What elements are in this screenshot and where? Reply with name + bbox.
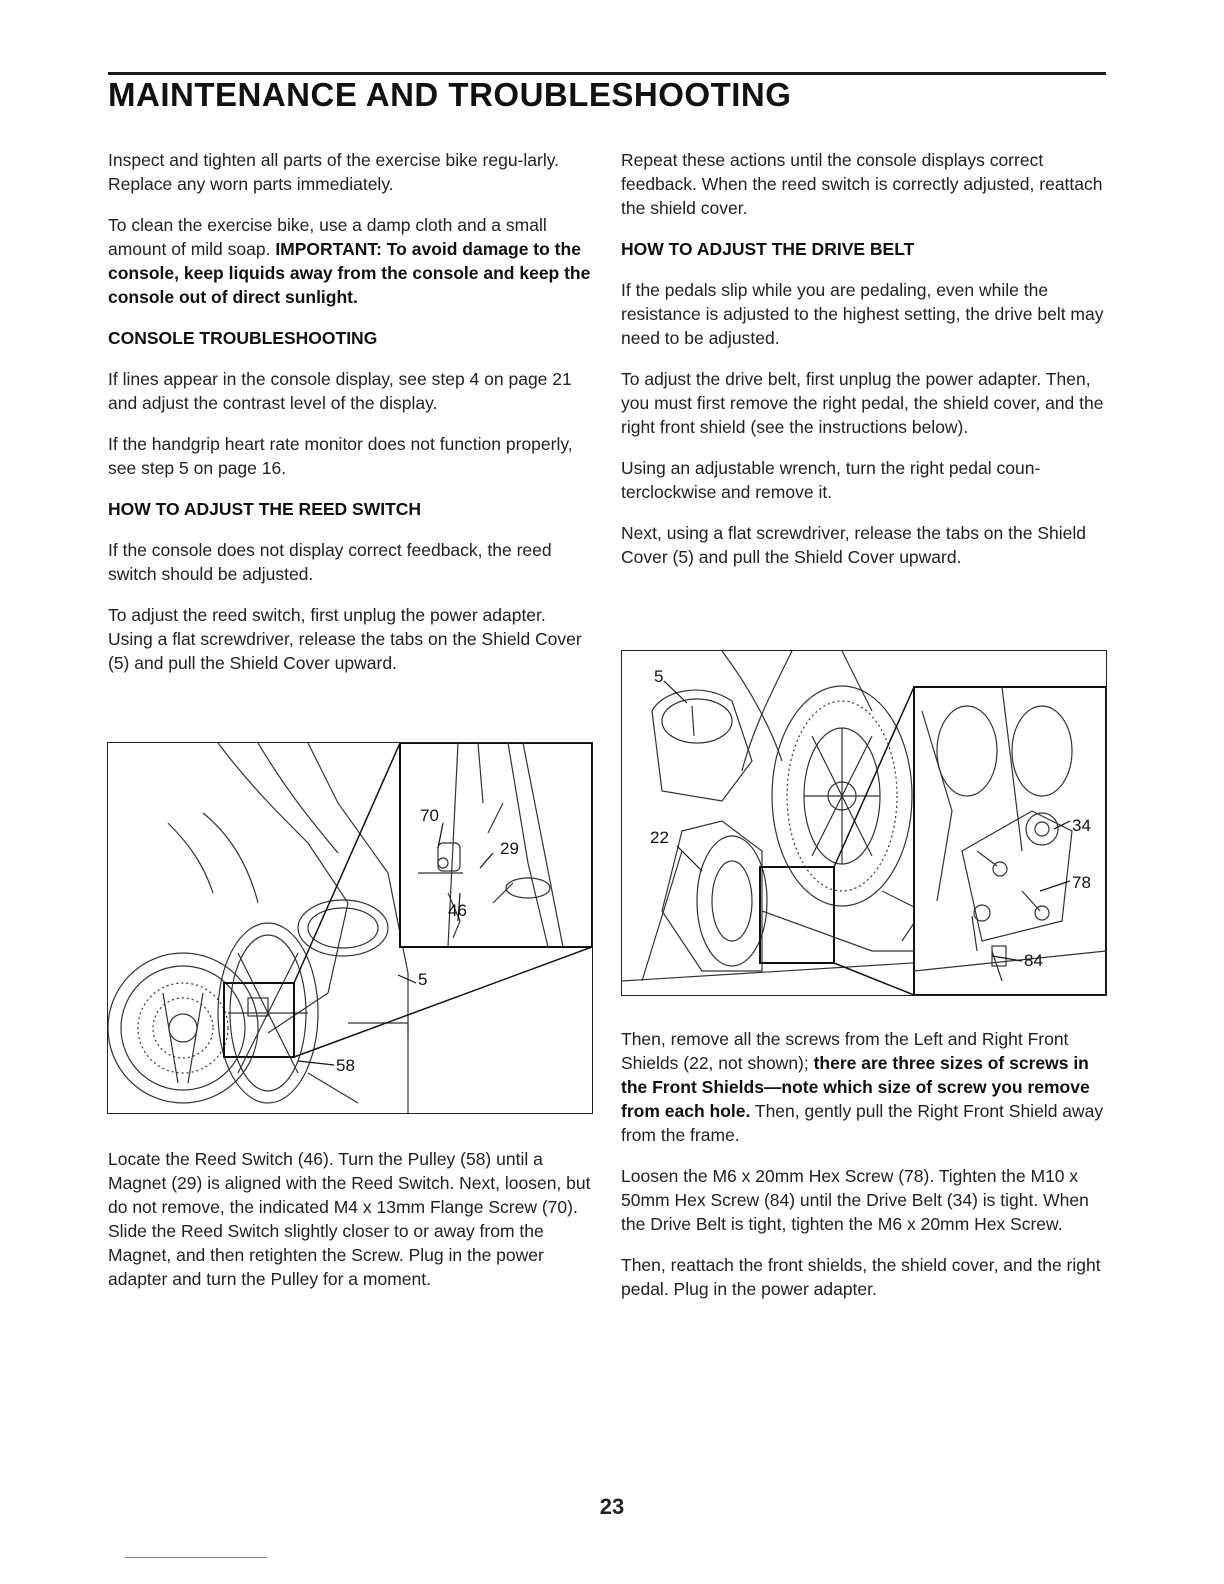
clean-text: To clean the exercise bike, use a damp cloth and a small amount of mild soap. bbox=[108, 215, 547, 259]
paragraph-pedals-slip: If the pedals slip while you are pedaling, even while the resistance is adjusted to the highest setting, the drive belt may need to be adjusted. bbox=[621, 280, 1104, 348]
figure-reed-switch bbox=[107, 742, 593, 1114]
callout-84: 84 bbox=[1024, 951, 1043, 970]
paragraph-reattach: Then, reattach the front shields, the shield cover, and the right pedal. Plug in the power adapter. bbox=[621, 1255, 1101, 1299]
callout-58: 58 bbox=[336, 1056, 355, 1075]
heading-console-troubleshooting: CONSOLE TROUBLESHOOTING bbox=[108, 328, 378, 348]
callout-46: 46 bbox=[448, 901, 467, 920]
remove-screws-tail: Then, gently pull the Right Front Shield away from the frame. bbox=[621, 1101, 1104, 1145]
paragraph-adjust-belt: To adjust the drive belt, first unplug the power adapter. Then, you must first remove the right pedal, the shield cover, and the right front shield (see the instructions below). bbox=[621, 369, 1104, 437]
right-column bbox=[621, 148, 1107, 586]
paragraph-feedback: If the console does not display correct feedback, the reed switch should be adjusted. bbox=[108, 540, 552, 584]
callout-78: 78 bbox=[1072, 873, 1091, 892]
left-column bbox=[108, 148, 594, 692]
page-title: MAINTENANCE AND TROUBLESHOOTING bbox=[108, 76, 792, 113]
paragraph-handgrip: If the handgrip heart rate monitor does not function properly, see step 5 on page 16. bbox=[108, 434, 573, 478]
paragraph-inspect: Inspect and tighten all parts of the exercise bike regu-larly. Replace any worn parts immediately. bbox=[108, 150, 560, 194]
figure-drive-belt bbox=[621, 650, 1107, 996]
left-column-lower bbox=[108, 1147, 594, 1308]
right-column-lower bbox=[621, 1027, 1107, 1318]
paragraph-shield-cover: Next, using a flat screwdriver, release the tabs on the Shield Cover (5) and pull the Shield Cover upward. bbox=[621, 523, 1086, 567]
footer-line bbox=[125, 1557, 267, 1558]
paragraph-loosen-hex: Loosen the M6 x 20mm Hex Screw (78). Tighten the M10 x 50mm Hex Screw (84) until the Drive Belt (34) is tight. When the Drive Belt is tight, tighten the M6 x 20mm Hex Screw. bbox=[621, 1166, 1089, 1234]
paragraph-repeat: Repeat these actions until the console displays correct feedback. When the reed switch is correctly adjusted, reattach the shield cover. bbox=[621, 150, 1103, 218]
callout-34: 34 bbox=[1072, 816, 1091, 835]
reed-switch-drawing bbox=[108, 743, 592, 1113]
callout-5: 5 bbox=[418, 970, 428, 989]
paragraph-locate-reed: Locate the Reed Switch (46). Turn the Pulley (58) until a Magnet (29) is aligned with the Reed Switch. Next, loosen, but do not remove, the indicated M4 x 13mm Flange Screw (70). Slide the Reed Switch slightly closer to or away from the Magnet, and then retighten the Screw. Plug in the power adapter and turn the Pulley for a moment. bbox=[108, 1149, 591, 1289]
callout-70: 70 bbox=[420, 806, 439, 825]
drive-belt-drawing bbox=[622, 651, 1106, 995]
page-number: 23 bbox=[599, 1494, 625, 1519]
paragraph-clean bbox=[108, 213, 594, 309]
callout-22: 22 bbox=[650, 828, 669, 847]
screw-sizes-note: there are three sizes of screws in the Front Shields—note which size of screw you remove from each hole. bbox=[621, 1053, 1090, 1121]
callout-29: 29 bbox=[500, 839, 519, 858]
remove-screws-text: Then, remove all the screws from the Left and Right Front Shields (22, not shown); bbox=[621, 1029, 1069, 1073]
paragraph-lines: If lines appear in the console display, see step 4 on page 21 and adjust the contrast level of the display. bbox=[108, 369, 572, 413]
callout-5: 5 bbox=[654, 667, 664, 686]
paragraph-wrench: Using an adjustable wrench, turn the right pedal coun-terclockwise and remove it. bbox=[621, 458, 1041, 502]
important-warning: IMPORTANT: To avoid damage to the console, keep liquids away from the console and keep the console out of direct sunlight. bbox=[108, 239, 591, 307]
paragraph-adjust-reed: To adjust the reed switch, first unplug the power adapter. Using a flat screwdriver, release the tabs on the Shield Cover (5) and pull the Shield Cover upward. bbox=[108, 605, 582, 673]
heading-reed-switch: HOW TO ADJUST THE REED SWITCH bbox=[108, 499, 422, 519]
heading-drive-belt: HOW TO ADJUST THE DRIVE BELT bbox=[621, 239, 915, 259]
title-rule bbox=[108, 72, 1106, 75]
paragraph-remove-screws bbox=[621, 1027, 1107, 1147]
